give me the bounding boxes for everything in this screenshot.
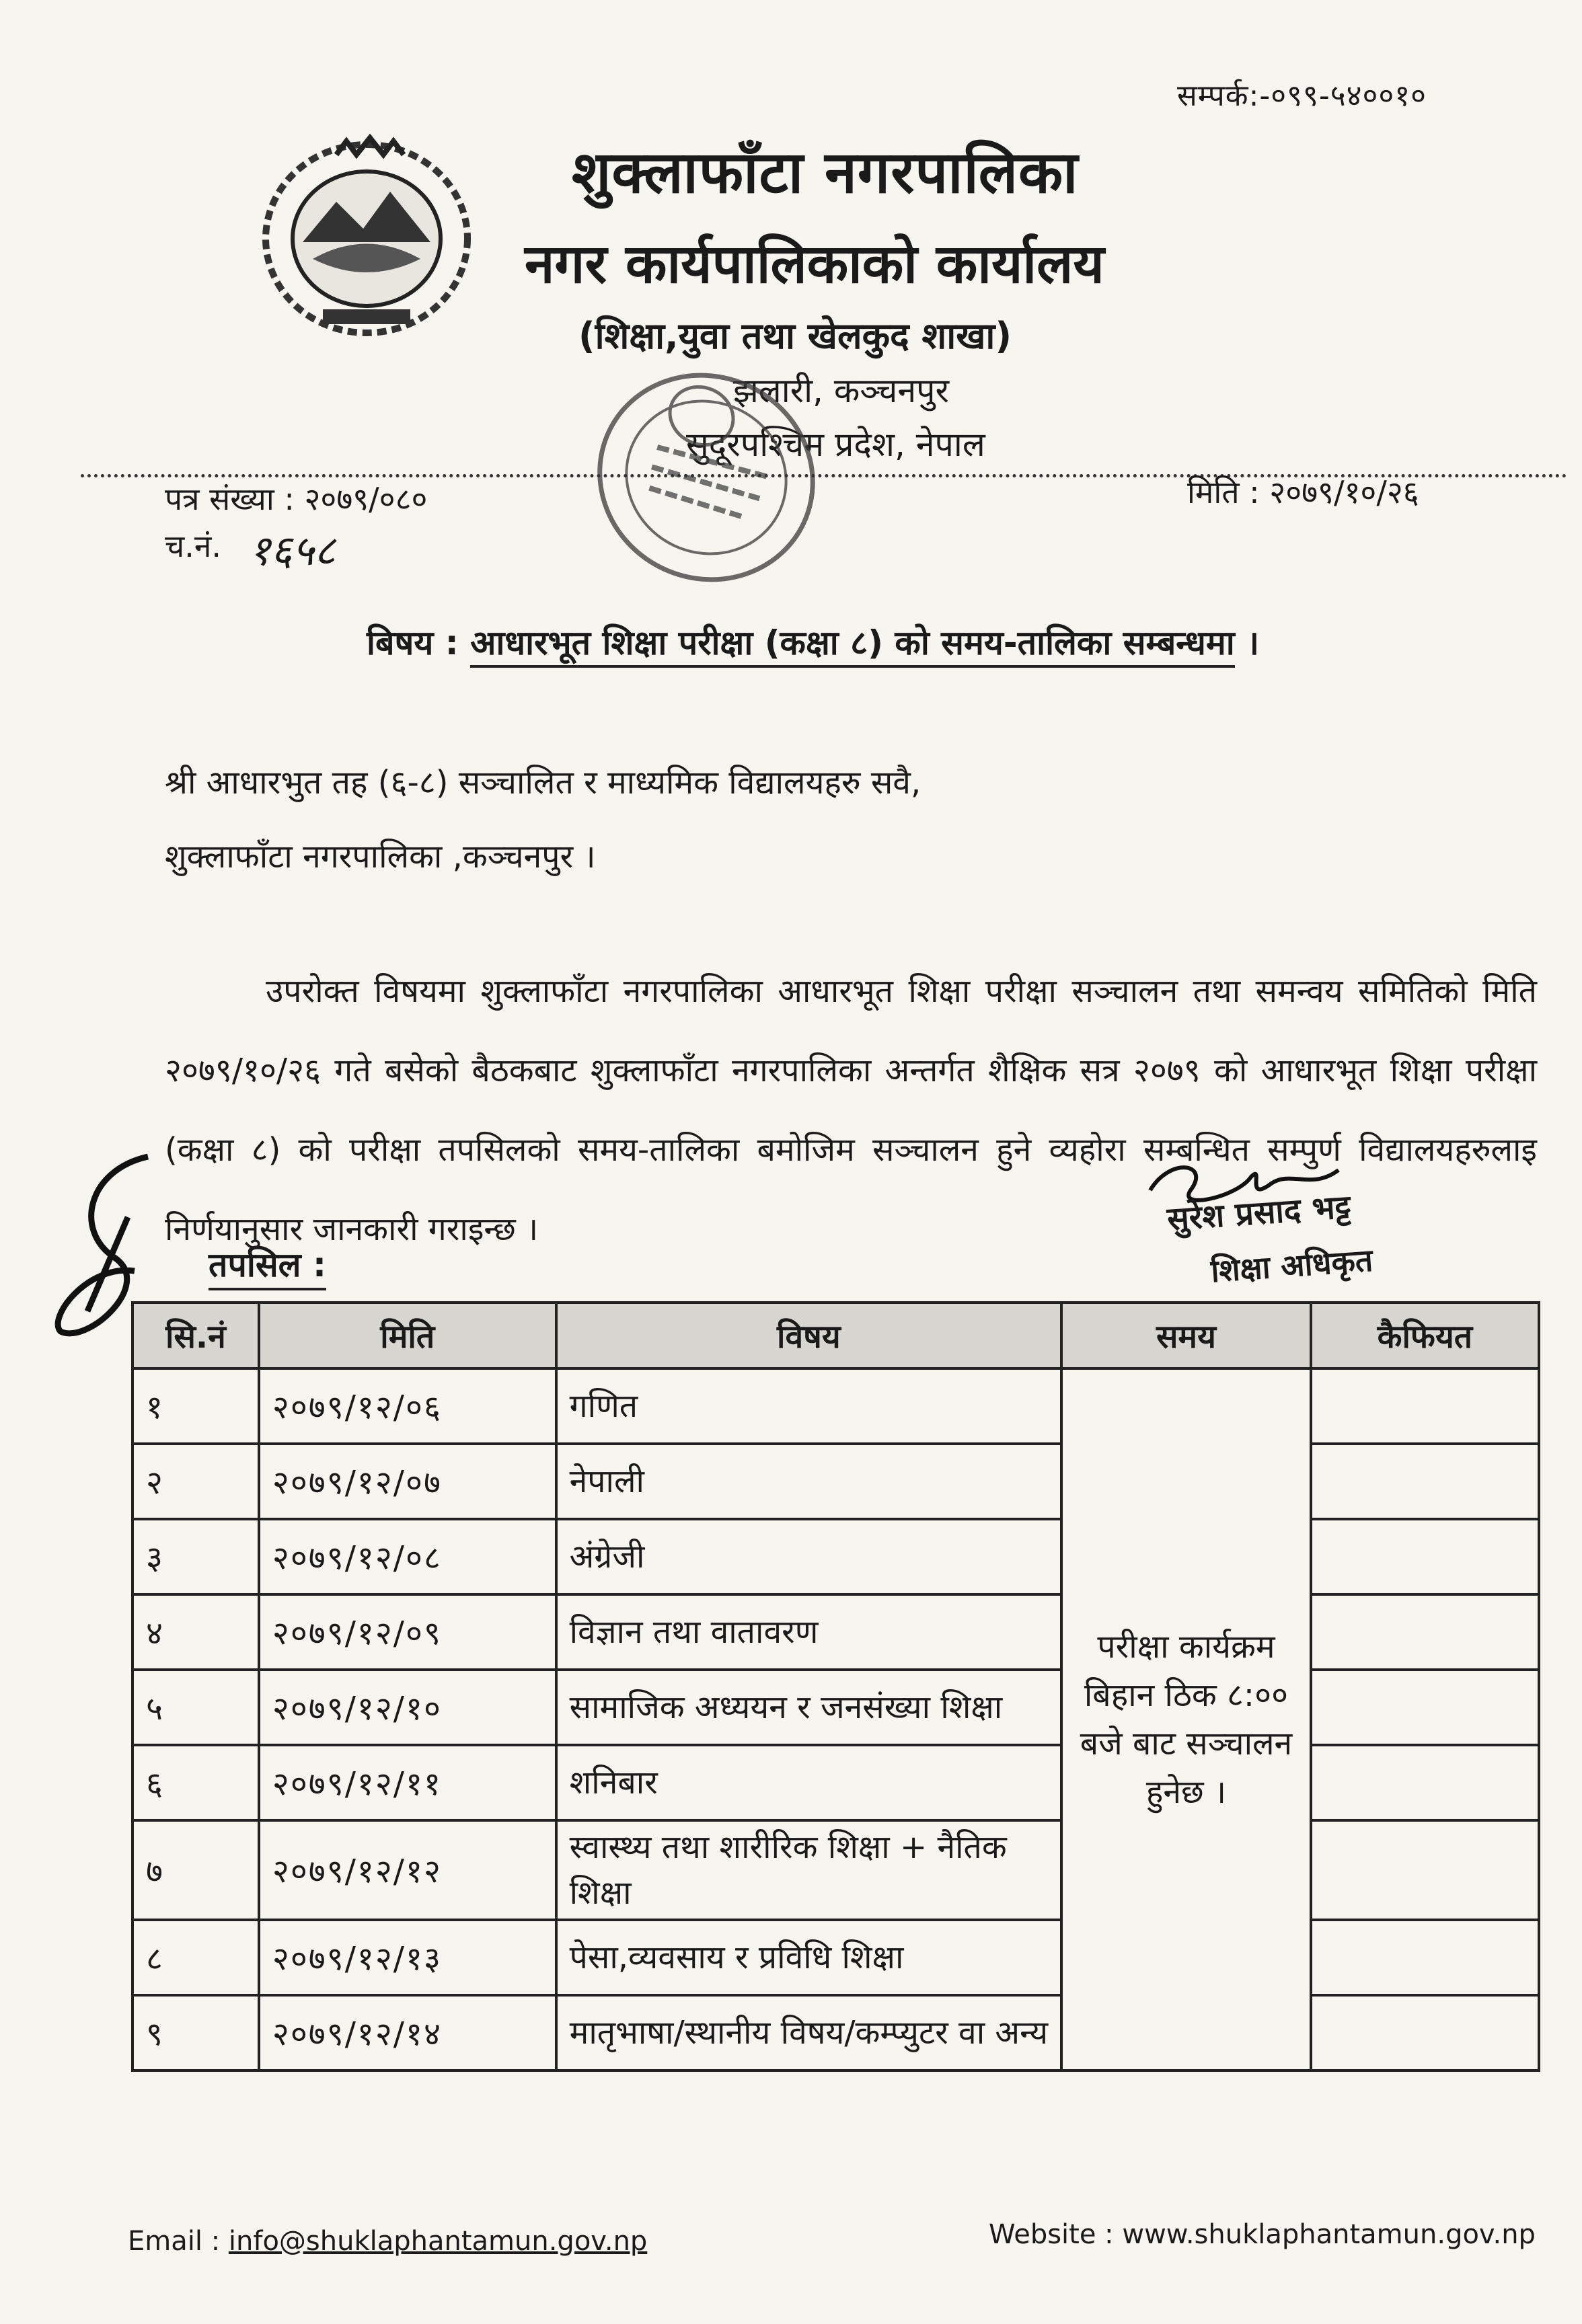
addressee-line-2: शुक्लाफाँटा नगरपालिका ,कञ्चनपुर । — [165, 838, 596, 876]
footer-email — [128, 2226, 647, 2257]
row-remarks — [1311, 1820, 1539, 1920]
table-row — [133, 1368, 1539, 1444]
table-row — [133, 1594, 1539, 1670]
header-sn: सि.नं — [133, 1303, 259, 1368]
row-sn: ६ — [133, 1745, 259, 1820]
signatory-name: सुरेश प्रसाद भट्ट — [1166, 1188, 1352, 1239]
row-sn: १ — [133, 1368, 259, 1444]
details-heading: तपसिल : — [209, 1241, 326, 1290]
footer-website[interactable]: Website : www.shuklaphantamun.gov.np — [989, 2219, 1536, 2250]
subject-label: बिषय : — [367, 623, 459, 662]
row-sn: २ — [133, 1444, 259, 1519]
row-subject: विज्ञान तथा वातावरण — [556, 1594, 1062, 1670]
row-subject: स्वास्थ्य तथा शारीरिक शिक्षा + नैतिक शिक्षा — [556, 1820, 1062, 1920]
row-sn: ३ — [133, 1519, 259, 1594]
row-remarks — [1311, 1995, 1539, 2070]
table-row — [133, 1920, 1539, 1995]
row-date: २०७९/१२/०७ — [259, 1444, 556, 1519]
row-sn: ९ — [133, 1995, 259, 2070]
subject-end: । — [1246, 623, 1260, 662]
header-time: समय — [1061, 1303, 1311, 1368]
row-remarks — [1311, 1594, 1539, 1670]
row-date: २०७९/१२/०६ — [259, 1368, 556, 1444]
row-subject: नेपाली — [556, 1444, 1062, 1519]
row-subject: शनिबार — [556, 1745, 1062, 1820]
row-date: २०७९/१२/१४ — [259, 1995, 556, 2070]
subject-line — [367, 619, 1259, 664]
nepal-emblem-icon — [256, 128, 478, 343]
table-row — [133, 1820, 1539, 1920]
row-subject: मातृभाषा/स्थानीय विषय/कम्प्युटर वा अन्य — [556, 1995, 1062, 2070]
row-sn: ८ — [133, 1920, 259, 1995]
letter-number: पत्र संख्या : २०७९/०८० — [165, 481, 428, 517]
row-remarks — [1311, 1368, 1539, 1444]
exam-time-note: परीक्षा कार्यक्रम बिहान ठिक ८:०० बजे बाट सञ्चालन हुनेछ । — [1061, 1368, 1311, 2070]
row-subject: गणित — [556, 1368, 1062, 1444]
row-remarks — [1311, 1444, 1539, 1519]
table-row — [133, 1670, 1539, 1745]
signatory-title: शिक्षा अधिकृत — [1209, 1241, 1374, 1290]
dispatch-number: १६५८ — [249, 526, 336, 575]
addressee-line-1: श्री आधारभुत तह (६-८) सञ्चालित र माध्यमिक विद्यालयहरु सवै, — [165, 764, 921, 802]
row-sn: ७ — [133, 1820, 259, 1920]
header-date: मिति — [259, 1303, 556, 1368]
dispatch-label: च.नं. — [165, 528, 221, 564]
row-remarks — [1311, 1670, 1539, 1745]
table-row — [133, 1745, 1539, 1820]
office-province: सुदूरपश्चिम प्रदेश, नेपाल — [686, 425, 985, 464]
header-remarks: कैफियत — [1311, 1303, 1539, 1368]
row-remarks — [1311, 1920, 1539, 1995]
letter-date: मिति : २०७९/१०/२६ — [1187, 474, 1419, 510]
row-date: २०७९/१२/०९ — [259, 1594, 556, 1670]
office-address: झलारी, कञ्चनपुर — [733, 371, 949, 410]
row-sn: ४ — [133, 1594, 259, 1670]
office-subtitle: नगर कार्यपालिकाको कार्यालय — [525, 233, 1104, 295]
row-subject: अंग्रेजी — [556, 1519, 1062, 1594]
row-date: २०७९/१२/१३ — [259, 1920, 556, 1995]
row-subject: पेसा,व्यवसाय र प्रविधि शिक्षा — [556, 1920, 1062, 1995]
office-stamp-icon — [585, 350, 827, 605]
email-link[interactable]: info@shuklaphantamun.gov.np — [228, 2226, 648, 2257]
table-row — [133, 1995, 1539, 2070]
table-row — [133, 1519, 1539, 1594]
exam-schedule-table — [131, 1301, 1540, 2072]
office-name: शुक्लाफाँटा नगरपालिका — [572, 139, 1079, 206]
header-subject: विषय — [556, 1303, 1062, 1368]
table-row — [133, 1444, 1539, 1519]
row-date: २०७९/१२/०८ — [259, 1519, 556, 1594]
email-label: Email : — [128, 2226, 221, 2257]
table-header-row — [133, 1303, 1539, 1368]
subject-text: आधारभूत शिक्षा परीक्षा (कक्षा ८) को समय-तालिका सम्बन्धमा — [470, 623, 1235, 668]
row-subject: सामाजिक अध्ययन र जनसंख्या शिक्षा — [556, 1670, 1062, 1745]
row-date: २०७९/१२/१२ — [259, 1820, 556, 1920]
body-text: उपरोक्त विषयमा शुक्लाफाँटा नगरपालिका आधारभूत शिक्षा परीक्षा सञ्चालन तथा समन्वय समितिको मिति २०७९/१०/२६ गते बसेको बैठकबाट शुक्लाफाँटा नगरपालिका अन्तर्गत शैक्षिक सत्र २०७९ को आधारभूत शिक्षा परीक्षा (कक्षा ८) को परीक्षा तपसिलको समय-तालिका बमोजिम सञ्चालन हुने व्यहोरा सम्बन्धित सम्पुर्ण विद्यालयहरुलाइ निर्णयानुसार जानकारी गराइन्छ । — [165, 972, 1537, 1248]
row-remarks — [1311, 1519, 1539, 1594]
row-sn: ५ — [133, 1670, 259, 1745]
branch-name: (शिक्षा,युवा तथा खेलकुद शाखा) — [578, 315, 1012, 357]
row-remarks — [1311, 1745, 1539, 1820]
contact-number: सम्पर्क:-०९९-५४००१० — [1177, 79, 1427, 113]
row-date: २०७९/१२/११ — [259, 1745, 556, 1820]
row-date: २०७९/१२/१० — [259, 1670, 556, 1745]
